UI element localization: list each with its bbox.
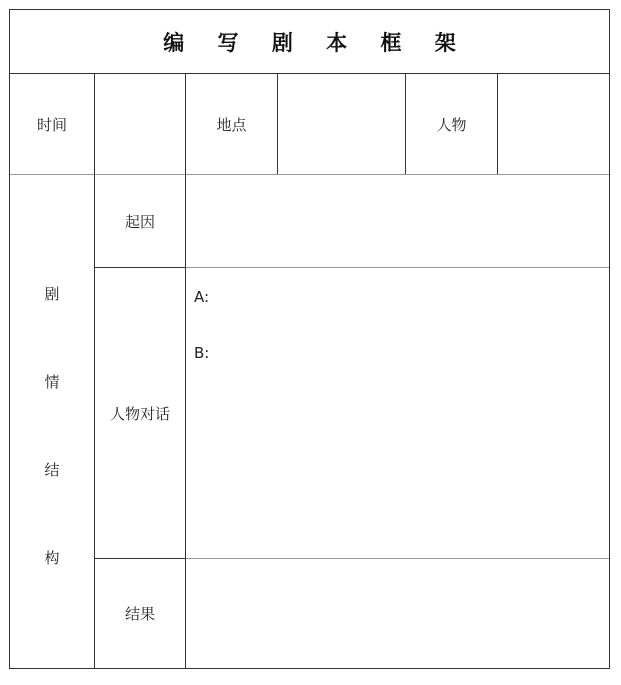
place-label: 地点 [216, 115, 247, 134]
plot-structure-label [10, 175, 94, 668]
plot-structure-char-2: 情 [44, 373, 60, 391]
result-label: 结果 [124, 605, 155, 623]
dialogue-line-b: B: [194, 344, 210, 362]
cause-field[interactable] [186, 175, 609, 267]
script-framework-table [9, 9, 610, 669]
characters-field[interactable] [498, 74, 609, 174]
place-field[interactable] [278, 74, 405, 174]
plot-structure-char-4: 构 [44, 549, 60, 567]
characters-label: 人物 [436, 115, 467, 134]
cause-label: 起因 [124, 212, 155, 231]
dialogue-line-a: A: [194, 288, 210, 306]
plot-structure-char-3: 结 [44, 461, 60, 479]
result-field[interactable] [186, 559, 609, 668]
table-title: 编 写 剧 本 框 架 [163, 30, 469, 55]
dialogue-label: 人物对话 [109, 404, 170, 423]
dialogue-field[interactable] [186, 268, 609, 558]
time-field[interactable] [95, 74, 185, 174]
plot-structure-char-1: 剧 [44, 285, 60, 303]
time-label: 时间 [36, 115, 67, 134]
